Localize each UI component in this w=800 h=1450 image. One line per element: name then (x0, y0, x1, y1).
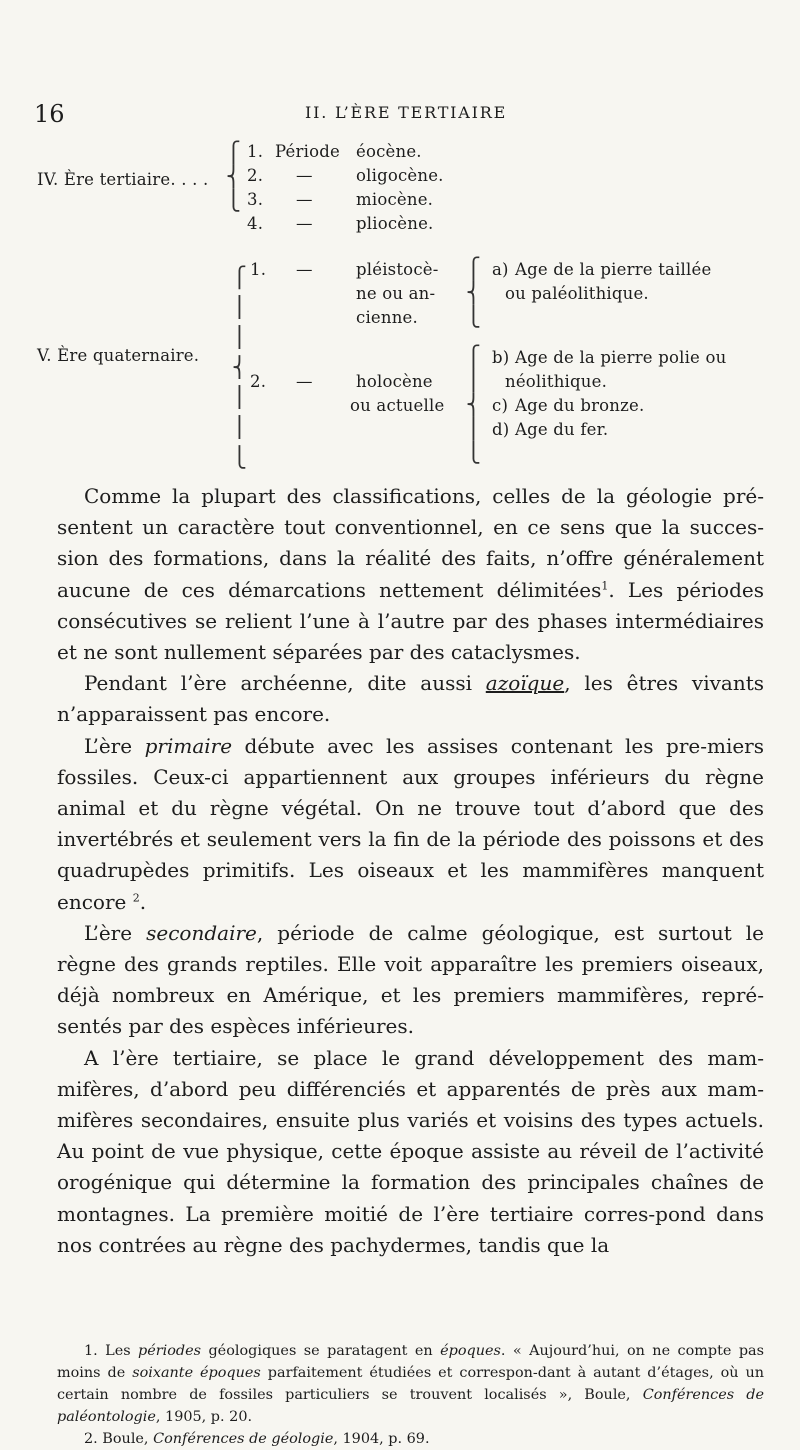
paragraph: Pendant l’ère archéenne, dite aussi azoïque, les êtres vivants n’apparaissent pas encore. (57, 671, 765, 727)
emphasis: primaire (144, 733, 233, 758)
paragraph: L’ère primaire débute avec les assises contenant les pre-miers fossiles. Ceux-ci appartiennent aux groupes inférieurs du règne animal et du règne végétal. On ne trouve tout d’abord que des invertébrés et seulement vers la fin de la période des poissons et des quadrupèdes primitifs. Les oiseaux et les mammifères manquent encore $^2$. (57, 733, 764, 914)
period-num: 4. (247, 214, 264, 233)
period-name: oligocène. (356, 166, 444, 185)
period-num: 1. (247, 142, 264, 161)
period-name: miocène. (356, 190, 434, 209)
age-text: Age de la pierre taillée (515, 260, 712, 279)
age-letter: b) (492, 348, 510, 367)
brace-p2: ⎧ ⎪ ⎨ ⎪ ⎩ (466, 344, 481, 464)
age-text: Age du fer. (515, 420, 609, 439)
period-word: Période (275, 142, 340, 161)
page-number: 16 (34, 100, 65, 128)
age-text: néolithique. (505, 372, 608, 391)
period-name: cienne. (356, 308, 418, 327)
period-name: holocène (356, 372, 433, 391)
period-dash: — (296, 166, 313, 185)
age-letter: c) (492, 396, 509, 415)
age-text: ou paléolithique. (505, 284, 649, 303)
period-name: pléistocè- (356, 260, 439, 279)
period-num: 2. (250, 372, 267, 391)
footnote-ref[interactable]: 2 (132, 890, 140, 904)
body-text (57, 481, 764, 1261)
footnote-1: 1. Les périodes géologiques se paratagent en époques. « Aujourd’hui, on ne compte pas moins de soixante époques parfaitement étudiées et correspon-dant à autant d’étages, où un certain nombre de fossiles particuliers se trouvent localisés », Boule, Conférences de paléontologie, 1905, p. 20. (57, 1343, 764, 1425)
running-title: II. L’ÈRE TERTIAIRE (305, 103, 508, 122)
period-dash: — (296, 372, 313, 391)
paragraph: L’ère secondaire, période de calme géologique, est surtout le règne des grands reptiles. Elle voit apparaître les premiers oiseaux, déjà nombreux en Amérique, et les premiers mammifères, repré-sentés par des espèces inférieures. (57, 920, 765, 1039)
age-text: Age de la pierre polie ou (515, 348, 727, 367)
period-name: pliocène. (356, 214, 434, 233)
period-name: éocène. (356, 142, 422, 161)
period-num: 1. (250, 260, 267, 279)
period-name: ne ou an- (356, 284, 436, 303)
period-dash: — (296, 214, 313, 233)
period-num: 3. (247, 190, 264, 209)
footnote-2: 2. Boule, Conférences de géologie, 1904, p. 69. (84, 1431, 430, 1447)
age-letter: a) (492, 260, 509, 279)
brace-p1: ⎧ ⎨ ⎩ (466, 256, 481, 328)
footnotes (57, 1340, 764, 1450)
brace-tertiaire: ⎧ ⎨ ⎩ (226, 140, 241, 212)
paragraph: Comme la plupart des classifications, celles de la géologie pré-sentent un caractère tout conventionnel, en ce sens que la succes-sion des formations, dans la réalité des faits, n’offre généralement aucune de ces démarcations nettement délimitées$^1$. Les périodes consécutives se relient l’une à l’autre par des phases intermédiaires et ne sont nullement séparées par des cataclysmes. (57, 484, 764, 665)
brace-quaternaire: ⎧ ⎪ ⎪ ⎨ ⎪ ⎪ ⎩ (232, 265, 247, 469)
age-text: Age du bronze. (515, 396, 645, 415)
era-tertiaire-label: IV. Ère tertiaire. . . . (37, 170, 209, 189)
paragraph: A l’ère tertiaire, se place le grand développement des mam-mifères, d’abord peu différenciés et apparentés de près aux mam-mifères secondaires, ensuite plus variés et voisins des types actuels. Au point de vue physique, cette époque assiste au réveil de l’activité orogénique qui détermine la formation des principales chaînes de montagnes. La première moitié de l’ère tertiaire corres-pond dans nos contrées au règne des pachydermes, tandis que la (57, 1045, 764, 1257)
emphasis: azoïque (485, 671, 565, 696)
emphasis: secondaire (146, 920, 257, 945)
period-name: ou actuelle (350, 396, 445, 415)
period-dash: — (296, 260, 313, 279)
period-dash: — (296, 190, 313, 209)
footnote-ref[interactable]: 1 (601, 578, 609, 592)
period-num: 2. (247, 166, 264, 185)
era-quaternaire-label: V. Ère quaternaire. (37, 346, 200, 365)
age-letter: d) (492, 420, 510, 439)
